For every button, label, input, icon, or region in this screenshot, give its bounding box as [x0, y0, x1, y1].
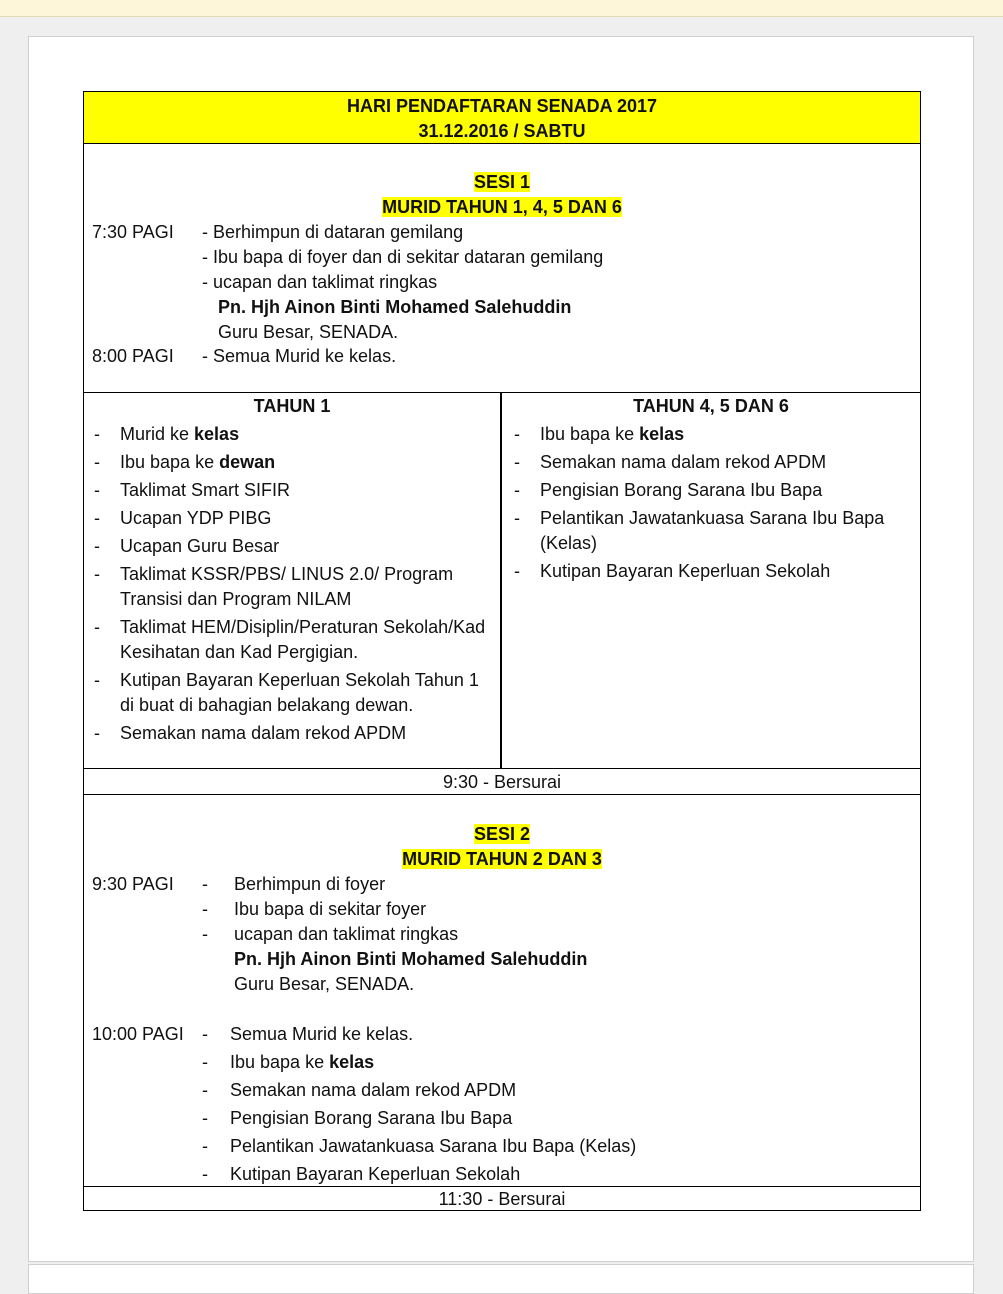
sesi1-subtitle: MURID TAHUN 1, 4, 5 DAN 6 [382, 197, 622, 217]
sesi2-speaker-role: Guru Besar, SENADA. [234, 974, 415, 994]
dash: - [202, 874, 208, 894]
sesi1-item-3: - ucapan dan taklimat ringkas [202, 272, 438, 292]
top-notification-bar [0, 0, 1003, 17]
sesi2-item2-2: Ibu bapa ke kelas [230, 1052, 375, 1072]
tahun1-list [92, 422, 492, 749]
list-item: - Kutipan Bayaran Keperluan Sekolah [514, 561, 831, 581]
sesi2-time2: 10:00 PAGI [92, 1024, 184, 1044]
sesi1-heading [84, 170, 920, 220]
sesi2-time1: 9:30 PAGI [92, 874, 174, 894]
next-page-edge [28, 1264, 974, 1294]
sesi2-item2-3: Semakan nama dalam rekod APDM [230, 1080, 517, 1100]
bersurai-1: 9:30 - Bersurai [442, 772, 562, 792]
page-title: HARI PENDAFTARAN SENADA 2017 [346, 96, 658, 116]
document-page [28, 36, 974, 1262]
sesi2-title: SESI 2 [473, 824, 531, 844]
title-row [84, 92, 920, 144]
list-item: - Semakan nama dalam rekod APDM [94, 723, 407, 743]
tahun1-heading: TAHUN 1 [253, 396, 331, 416]
list-item: - Ibu bapa ke kelas [514, 424, 685, 444]
schedule-table [83, 91, 921, 1211]
sesi2-item-2: Ibu bapa di sekitar foyer [234, 899, 427, 919]
list-item: - Taklimat HEM/Disiplin/Peraturan Sekolah/Kad Kesihatan dan Kad Pergigian. [94, 617, 486, 662]
dash: - [202, 1108, 208, 1128]
tahun456-heading: TAHUN 4, 5 DAN 6 [633, 396, 789, 416]
dash: - [202, 1080, 208, 1100]
sesi1-speaker-role: Guru Besar, SENADA. [218, 322, 399, 342]
sesi1-title: SESI 1 [473, 172, 531, 192]
list-item: - Murid ke kelas [94, 424, 240, 444]
sesi2-item-1: Berhimpun di foyer [234, 874, 386, 894]
dash: - [202, 1136, 208, 1156]
sesi1-time1: 7:30 PAGI [92, 222, 174, 242]
sesi1-item-1: - Berhimpun di dataran gemilang [202, 222, 464, 242]
event-date: 31.12.2016 / SABTU [418, 121, 586, 141]
sesi2-item2-6: Kutipan Bayaran Keperluan Sekolah [230, 1164, 521, 1184]
list-item: - Kutipan Bayaran Keperluan Sekolah Tahun 1 di buat di bahagian belakang dewan. [94, 670, 479, 715]
dash: - [202, 1024, 208, 1044]
dash: - [202, 1052, 208, 1072]
list-item: - Taklimat KSSR/PBS/ LINUS 2.0/ Program Transisi dan Program NILAM [94, 564, 454, 609]
column-divider [500, 392, 502, 768]
sesi1-item-2: - Ibu bapa di foyer dan di sekitar dataran gemilang [202, 247, 604, 267]
sesi1-item-kelas: - Semua Murid ke kelas. [202, 346, 397, 366]
divider [84, 794, 920, 795]
sesi2-subtitle: MURID TAHUN 2 DAN 3 [402, 849, 602, 869]
list-item: - Ibu bapa ke dewan [94, 452, 276, 472]
divider [84, 392, 920, 393]
list-item: - Pengisian Borang Sarana Ibu Bapa [514, 480, 823, 500]
divider [84, 768, 920, 769]
list-item: - Semakan nama dalam rekod APDM [514, 452, 827, 472]
dash: - [202, 924, 208, 944]
list-item: - Taklimat Smart SIFIR [94, 480, 291, 500]
sesi2-heading [84, 822, 920, 872]
sesi2-item2-4: Pengisian Borang Sarana Ibu Bapa [230, 1108, 513, 1128]
list-item: - Ucapan YDP PIBG [94, 508, 272, 528]
sesi2-item-3: ucapan dan taklimat ringkas [234, 924, 459, 944]
dash: - [202, 1164, 208, 1184]
dash: - [202, 899, 208, 919]
list-item: - Pelantikan Jawatankuasa Sarana Ibu Bapa (Kelas) [514, 508, 885, 553]
sesi1-time2: 8:00 PAGI [92, 346, 174, 366]
sesi1-speaker: Pn. Hjh Ainon Binti Mohamed Salehuddin [218, 297, 572, 317]
bersurai-2: 11:30 - Bersurai [438, 1189, 566, 1209]
sesi2-speaker: Pn. Hjh Ainon Binti Mohamed Salehuddin [234, 949, 588, 969]
sesi2-item2-1: Semua Murid ke kelas. [230, 1024, 414, 1044]
list-item: - Ucapan Guru Besar [94, 536, 280, 556]
sesi2-item2-5: Pelantikan Jawatankuasa Sarana Ibu Bapa (Kelas) [230, 1136, 637, 1156]
tahun456-list [512, 422, 912, 587]
